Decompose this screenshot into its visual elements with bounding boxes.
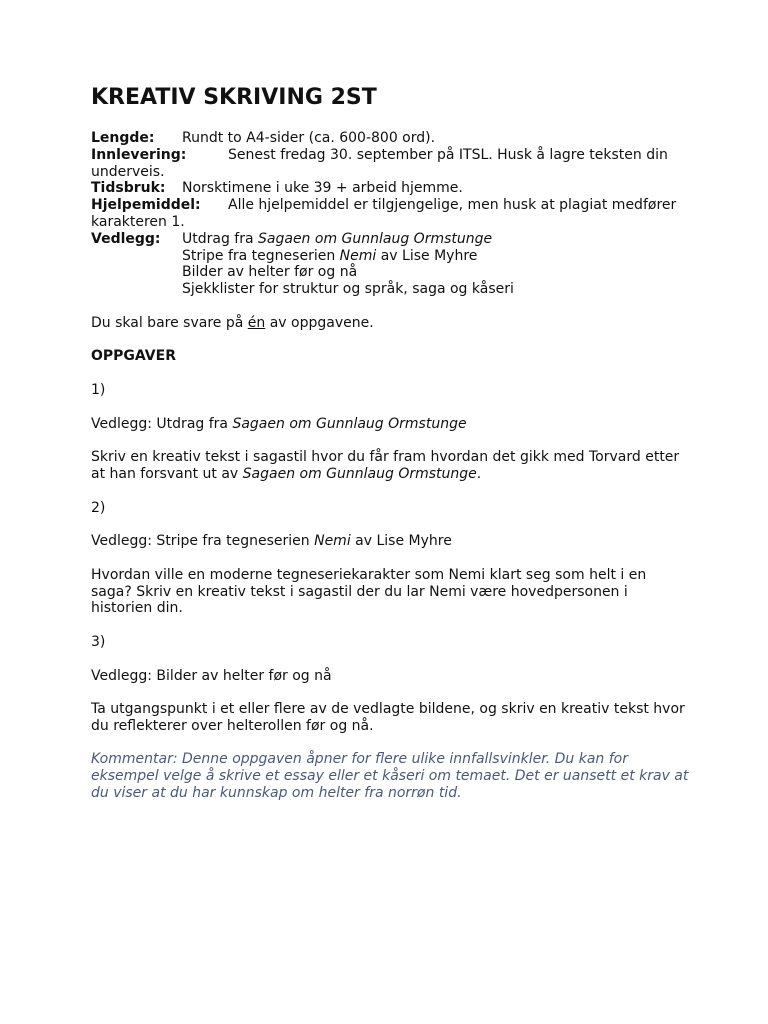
vedlegg-line-2-prefix: Stripe fra tegneserien xyxy=(182,247,340,264)
meta-tidsbruk xyxy=(91,180,691,197)
meta-tidsbruk-label: Tidsbruk: xyxy=(91,180,166,197)
meta-vedlegg xyxy=(91,231,691,248)
task-1-number: 1) xyxy=(91,381,106,398)
meta-innlevering-value: Senest fredag 30. september på ITSL. Husk å lagre teksten din underveis. xyxy=(91,146,668,180)
meta-hjelpemiddel-label: Hjelpemiddel: xyxy=(91,197,201,214)
meta-hjelpemiddel-value: Alle hjelpemiddel er tilgjengelige, men husk at plagiat medfører karakteren 1. xyxy=(91,197,677,230)
meta-tidsbruk-value: Norsktimene i uke 39 + arbeid hjemme. xyxy=(182,180,463,197)
task-2-number: 2) xyxy=(91,499,106,516)
meta-lengde xyxy=(91,130,691,147)
task-1-text-title: Sagaen om Gunnlaug Ormstunge xyxy=(242,465,477,482)
instruction-prefix: Du skal bare svare på xyxy=(91,314,248,331)
task-1-text xyxy=(91,449,691,483)
vedlegg-line-2 xyxy=(91,248,691,265)
vedlegg-line-4: Sjekklister for struktur og språk, saga og kåseri xyxy=(182,281,514,298)
task-2-attachment-suffix: av Lise Myhre xyxy=(350,533,452,550)
task-2-text: Hvordan ville en moderne tegneseriekarakter som Nemi klart seg som helt i en saga? Skriv en kreativ tekst i sagastil der du lar Nemi være hovedpersonen i historien din. xyxy=(91,566,647,617)
task-3-text: Ta utgangspunkt i et eller flere av de vedlagte bildene, og skriv en kreativ tekst hvor du reflekterer over helterollen før og nå. xyxy=(91,701,685,734)
task-1-attachment-prefix: Vedlegg: Utdrag fra xyxy=(91,415,233,432)
vedlegg-line-1-prefix: Utdrag fra xyxy=(182,230,259,247)
section-heading: OPPGAVER xyxy=(91,348,176,365)
instruction-suffix: av oppgavene. xyxy=(265,314,374,331)
meta-hjelpemiddel xyxy=(91,197,691,231)
task-1-attachment-title: Sagaen om Gunnlaug Ormstunge xyxy=(232,415,467,432)
meta-innlevering-label: Innlevering: xyxy=(91,146,187,163)
vedlegg-line-2-suffix: av Lise Myhre xyxy=(376,247,478,264)
meta-lengde-value: Rundt to A4-sider (ca. 600-800 ord). xyxy=(182,130,436,146)
comment: Kommentar: Denne oppgaven åpner for flere ulike innfallsvinkler. Du kan for eksempel velge å skrive et essay eller et kåseri om temaet. Det er uansett et krav at du viser at du har kunnskap om helter fra norrøn tid. xyxy=(91,751,689,802)
meta-lengde-label: Lengde: xyxy=(91,130,155,146)
task-3-attachment: Vedlegg: Bilder av helter før og nå xyxy=(91,667,332,684)
instruction-emphasis: én xyxy=(247,314,266,331)
vedlegg-line-3: Bilder av helter før og nå xyxy=(182,264,358,281)
task-2-attachment-prefix: Vedlegg: Stripe fra tegneserien xyxy=(91,533,315,550)
task-1-text-suffix: . xyxy=(476,465,482,482)
document-page xyxy=(91,84,691,802)
vedlegg-line-1-title: Sagaen om Gunnlaug Ormstunge xyxy=(258,230,493,247)
instruction xyxy=(91,315,691,332)
meta-innlevering xyxy=(91,147,691,181)
task-1-attachment xyxy=(91,416,691,433)
task-1-text-prefix: Skriv en kreativ tekst i sagastil hvor du får fram hvordan det gikk med Torvard etter at han forsvant ut av xyxy=(91,449,680,482)
task-3-number: 3) xyxy=(91,633,106,650)
vedlegg-line-2-title: Nemi xyxy=(339,247,377,264)
meta-vedlegg-label: Vedlegg: xyxy=(91,230,161,247)
task-2-attachment xyxy=(91,533,691,550)
task-2-attachment-title: Nemi xyxy=(314,533,351,550)
document-title: KREATIV SKRIVING 2ST xyxy=(91,85,377,110)
